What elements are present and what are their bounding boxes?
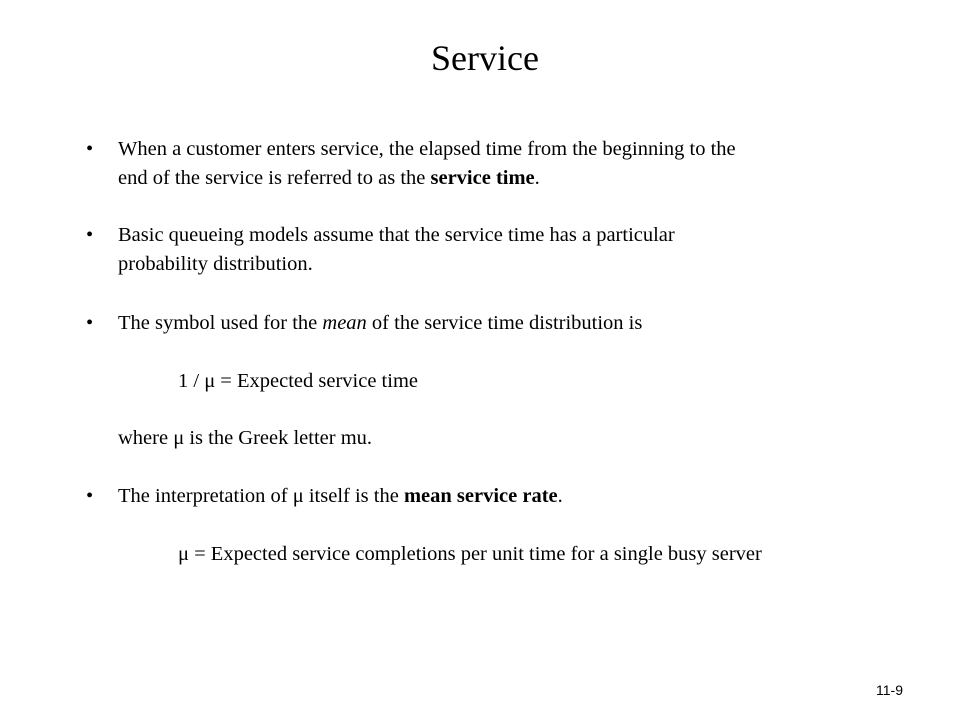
bullet4-text-end: . — [557, 485, 563, 507]
bullet-marker: • — [86, 138, 94, 160]
slide-title: Service — [431, 38, 539, 78]
bullet-marker: • — [86, 224, 94, 246]
bullet4-text: The interpretation of μ itself is the — [118, 485, 404, 507]
bullet-marker: • — [86, 312, 94, 334]
bullet-marker: • — [86, 485, 94, 507]
page-number: 11-9 — [876, 682, 903, 698]
bullet1-line2-end: . — [534, 167, 540, 189]
bullet4-line1 — [118, 482, 563, 510]
bullet3-text-end: of the service time distribution is — [366, 312, 643, 334]
mu-definition: where μ is the Greek letter mu. — [118, 427, 373, 449]
bullet3-text: The symbol used for the — [118, 312, 323, 334]
service-time-term: service time — [430, 167, 535, 189]
bullet1-line2 — [118, 164, 540, 192]
mean-service-rate-term: mean service rate — [403, 485, 558, 507]
expected-service-time-formula: 1 / μ = Expected service time — [178, 370, 418, 392]
bullet1-line1: When a customer enters service, the elapsed time from the beginning to the — [118, 138, 736, 160]
bullet3-line1 — [118, 309, 642, 337]
service-rate-formula: μ = Expected service completions per unit time for a single busy server — [178, 543, 762, 565]
bullet2-line2: probability distribution. — [118, 253, 313, 275]
bullet2-line1: Basic queueing models assume that the service time has a particular — [118, 224, 675, 246]
bullet1-line2-text: end of the service is referred to as the — [118, 167, 431, 189]
mean-term: mean — [322, 312, 367, 334]
